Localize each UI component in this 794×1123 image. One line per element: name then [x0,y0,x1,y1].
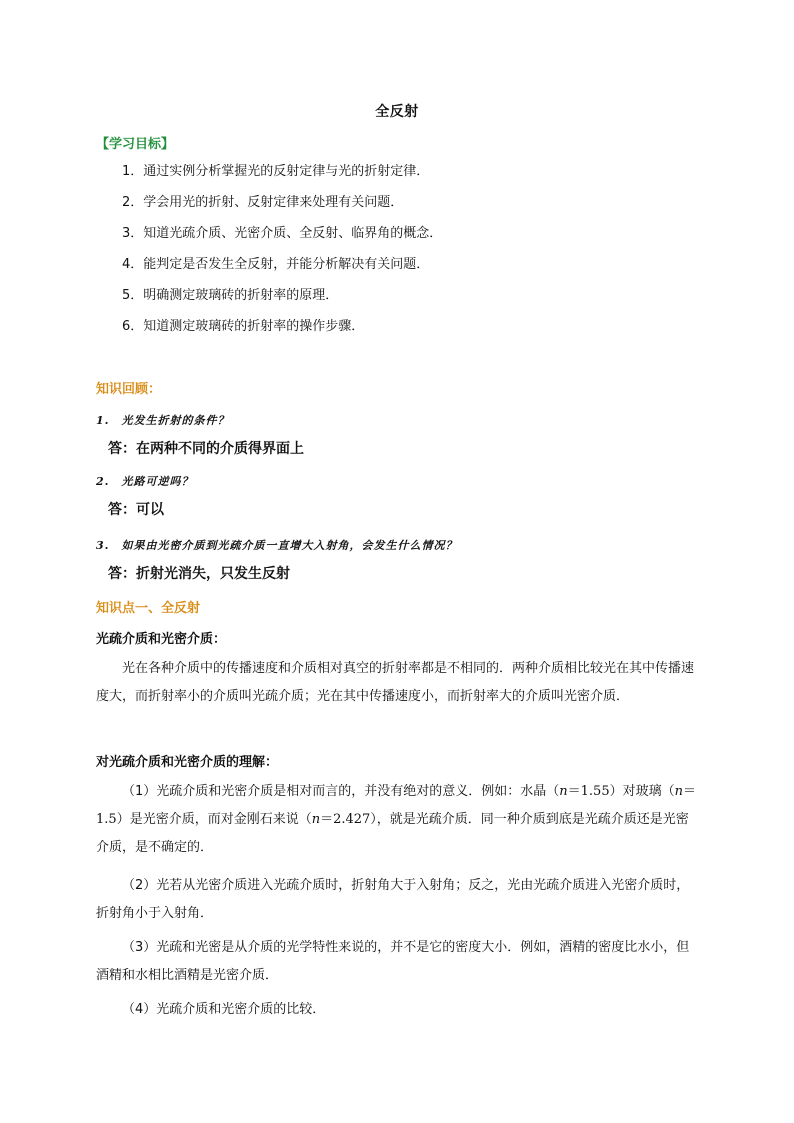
formula-variable: n [674,784,683,799]
point-1-text: ）对玻璃（ [609,784,675,799]
review-answer: 答：折射光消失，只发生反射 [108,566,290,582]
point-1-text: ），就是光疏介质．同一种介质到底是光疏介质还是光密介质，是不确定的． [96,812,689,855]
point-2-paragraph: （2）光若从光密介质进入光疏介质时，折射角大于入射角；反之，光由光疏介质进入光密介质时，折射角小于入射角． [96,878,690,921]
point-3-paragraph: （3）光疏和光密是从介质的光学特性来说的，并不是它的密度大小．例如，酒精的密度比水小，但酒精和水相比酒精是光密介质． [96,940,690,983]
point-1-text: （1）光疏介质和光密介质是相对而言的，并没有绝对的意义．例如：水晶（ [122,784,560,799]
learning-goal-item: 3．知道光疏介质、光密介质、全反射、临界角的概念． [122,226,443,241]
formula-value: ＝2.427 [320,812,371,827]
point-4-paragraph: （4）光疏介质和光密介质的比较． [122,1002,326,1017]
learning-goal-item: 2．学会用光的折射、反射定律来处理有关问题． [122,195,404,210]
learning-goal-item: 5．明确测定玻璃砖的折射率的原理． [122,288,339,303]
formula-value: ＝1.5 [96,784,697,827]
paragraph-media-definition: 光在各种介质中的传播速度和介质相对真空的折射率都是不相同的．两种介质相比较光在其中传播速度大，而折射率小的介质叫光疏介质；光在其中传播速度小，而折射率大的介质叫光密介质． [96,661,695,704]
learning-goals-list [122,163,702,349]
subheading-media: 光疏介质和光密介质： [96,632,227,647]
review-heading: 知识回顾： [96,382,162,397]
review-question: 3. 如果由光密介质到光疏介质一直增大入射角，会发生什么情况？ [96,539,458,552]
learning-goal-item: 1．通过实例分析掌握光的反射定律与光的折射定律． [122,164,430,179]
formula-value: ＝1.55 [567,784,610,799]
page-title: 全反射 [375,104,419,120]
formula-variable: n [311,812,321,827]
point-1-text: ）是光密介质，而对金刚石来说（ [116,812,312,827]
section-heading: 知识点一、全反射 [96,601,201,616]
review-question: 1. 光发生折射的条件？ [96,414,230,427]
learning-goal-item: 6．知道测定玻璃砖的折射率的操作步骤． [122,319,365,334]
review-answer: 答：可以 [108,502,164,518]
learning-goals-heading: 【学习目标】 [96,137,175,152]
point-1-paragraph [96,778,700,862]
review-answer: 答：在两种不同的介质得界面上 [108,441,304,457]
review-question: 2. 光路可逆吗？ [96,475,194,488]
formula-variable: n [559,784,568,799]
subheading-understanding: 对光疏介质和光密介质的理解： [96,755,279,770]
learning-goal-item: 4．能判定是否发生全反射，并能分析解决有关问题． [122,257,430,272]
